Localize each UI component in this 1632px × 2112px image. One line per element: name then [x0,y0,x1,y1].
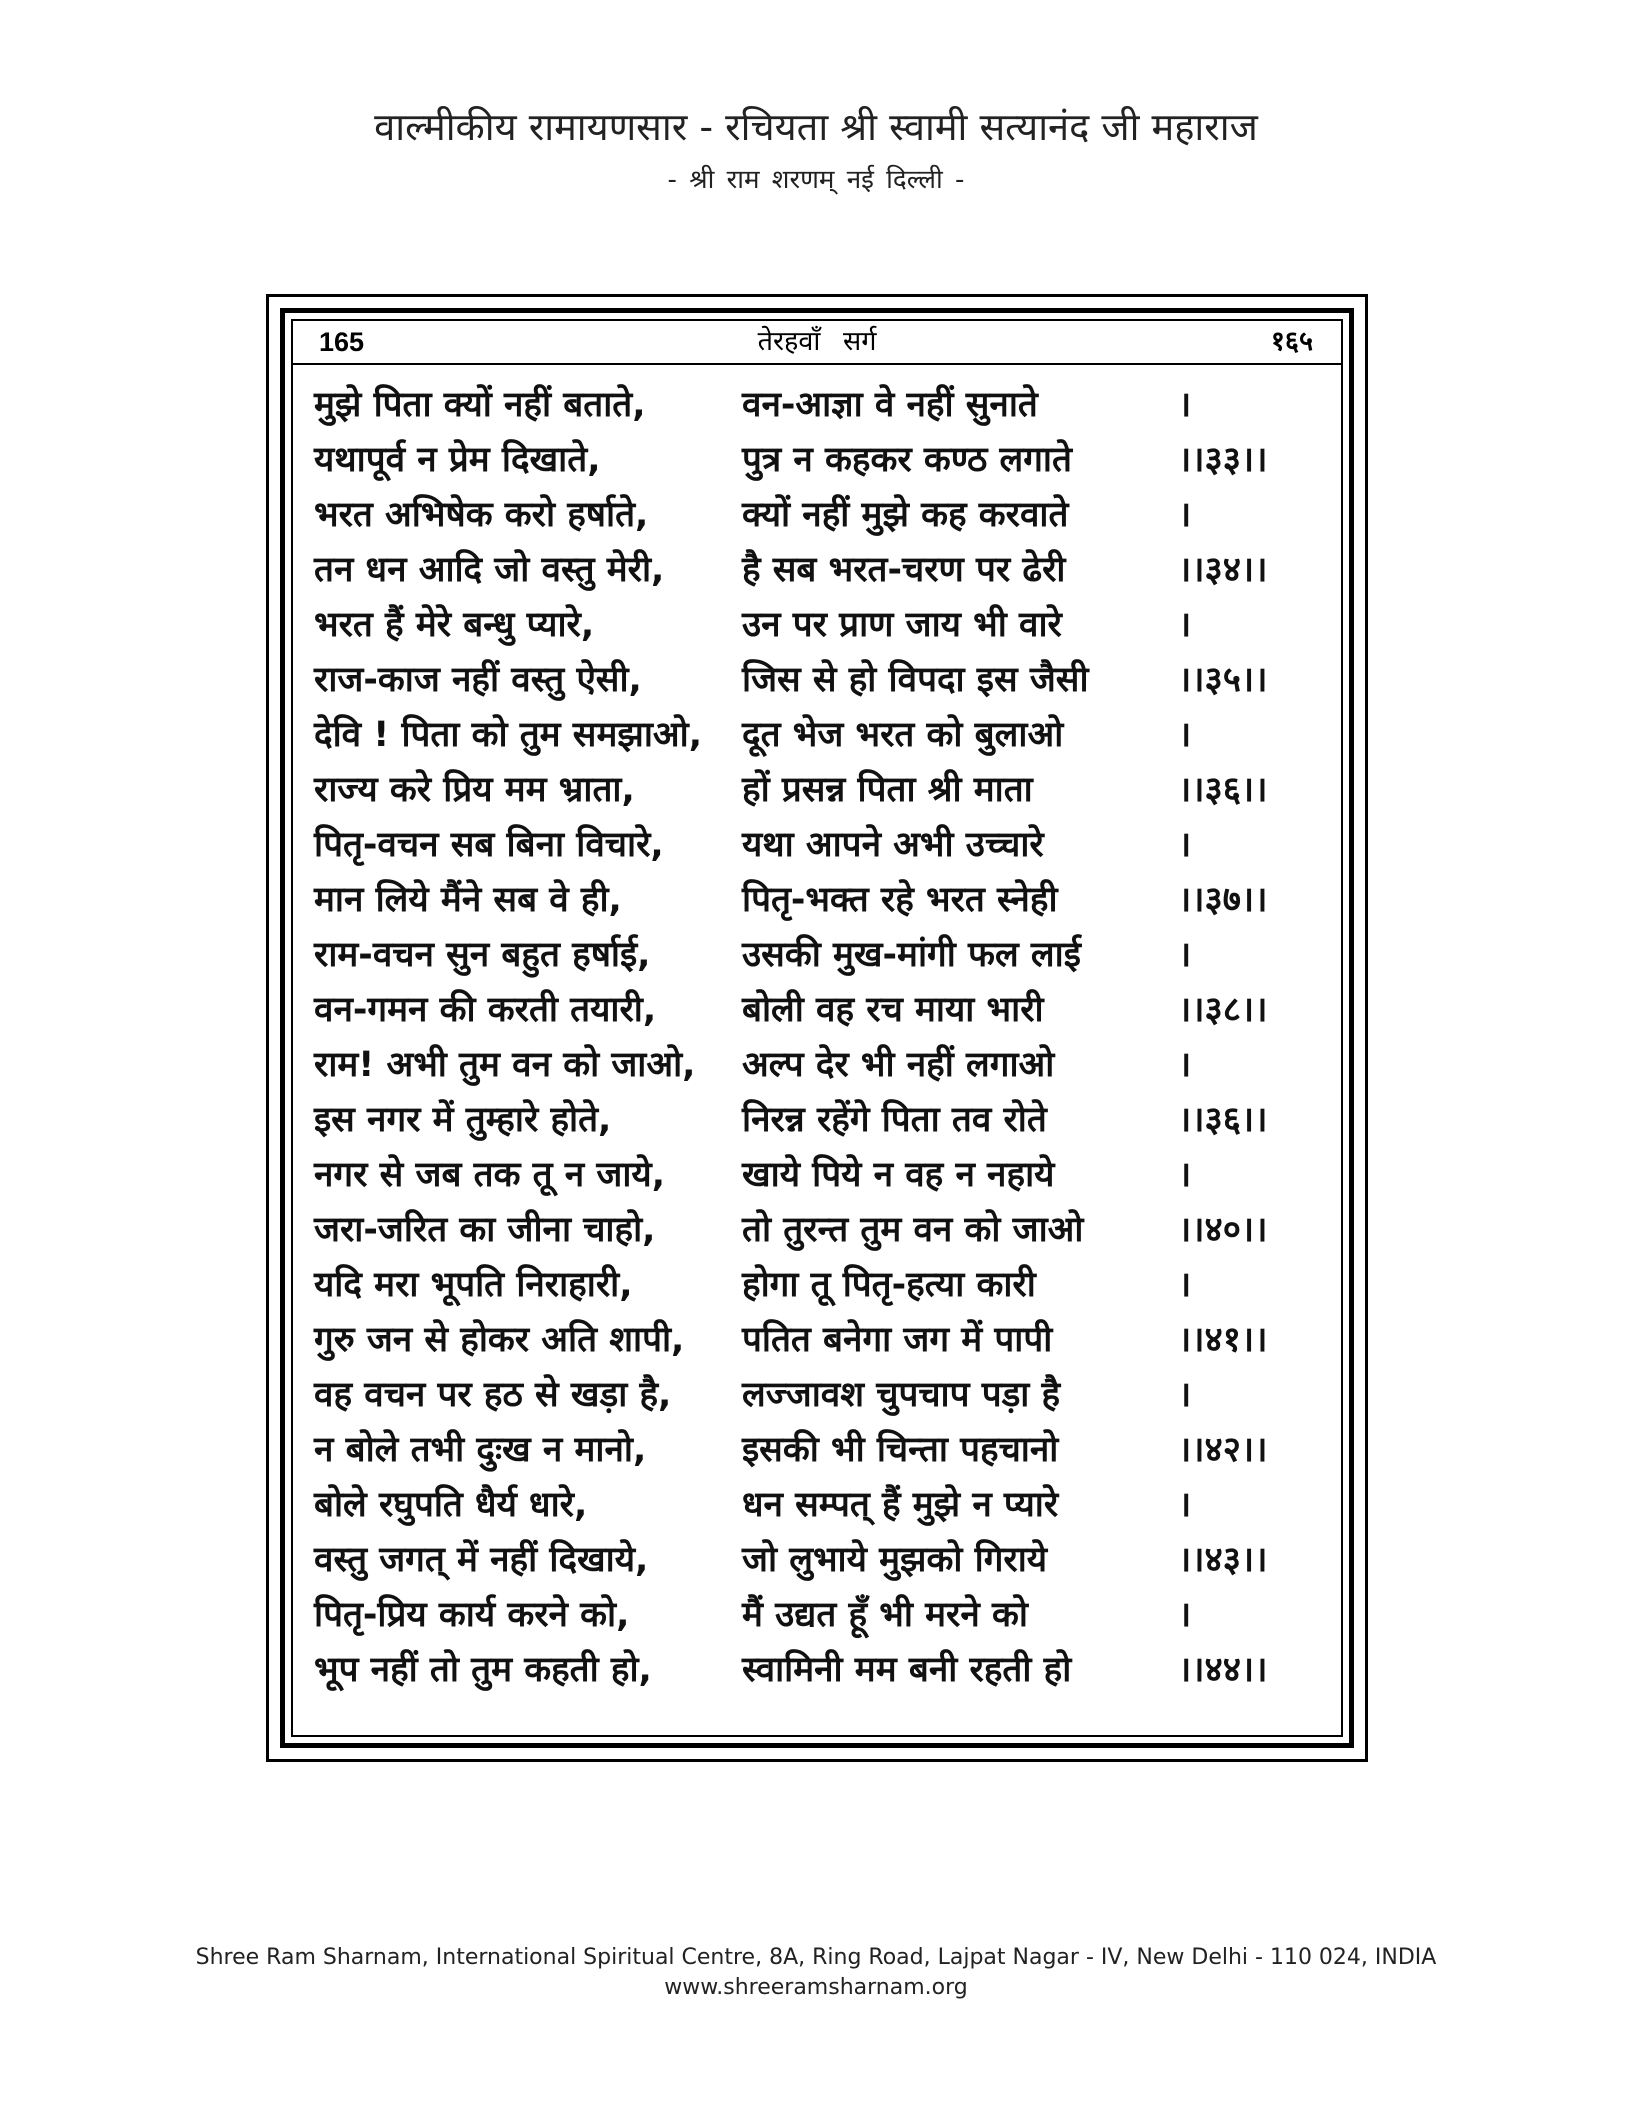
verse-second-half: निरन्न रहेंगे पिता तव रोते [742,1100,1047,1140]
verse-line [314,816,1334,871]
verse-line [314,376,1334,431]
verse-mark: ।।३३।। [1178,440,1268,480]
verse-mark: । [1178,1485,1192,1525]
verse-first-half: भरत हैं मेरे बन्धु प्यारे, [314,605,595,645]
verse-mark: ।।३५।। [1178,660,1268,700]
verse-mark: । [1178,935,1192,975]
verse-first-half: बोले रघुपति धैर्य धारे, [314,1485,588,1525]
verse-second-half: इसकी भी चिन्ता पहचानो [742,1430,1059,1470]
verse-line [314,486,1334,541]
verse-mark: ।।४४।। [1178,1650,1268,1690]
document-title: वाल्मीकीय रामायणसार - रचियता श्री स्वामी सत्यानंद जी महाराज [374,105,1258,149]
verse-line [314,1366,1334,1421]
verse-mark: । [1178,495,1192,535]
verse-first-half: देवि ! पिता को तुम समझाओ, [314,715,702,755]
verse-first-half: राम-वचन सुन बहुत हर्षाई, [314,935,651,975]
verse-mark: । [1178,1045,1192,1085]
verse-line [314,596,1334,651]
verse-second-half: पितृ-भक्त रहे भरत स्नेही [742,880,1058,920]
verse-mark: ।।३६।। [1178,770,1268,810]
verse-line [314,706,1334,761]
verse-mark: ।।३७।। [1178,880,1268,920]
verse-first-half: यदि मरा भूपति निराहारी, [314,1265,633,1305]
verse-line [314,926,1334,981]
verse-first-half: भूप नहीं तो तुम कहती हो, [314,1650,652,1690]
verse-mark: ।।३६।। [1178,1100,1268,1140]
verse-first-half: मान लिये मैंने सब वे ही, [314,880,622,920]
verse-mark: ।।३८।। [1178,990,1268,1030]
verse-first-half: पितृ-वचन सब बिना विचारे, [314,825,664,865]
verse-second-half: यथा आपने अभी उच्चारे [742,825,1044,865]
verse-second-half: क्यों नहीं मुझे कह करवाते [742,495,1069,535]
verse-first-half: इस नगर में तुम्हारे होते, [314,1100,612,1140]
verse-second-half: उन पर प्राण जाय भी वारे [742,605,1062,645]
document-subtitle: - श्री राम शरणम् नई दिल्ली - [667,165,965,195]
verse-first-half: मुझे पिता क्यों नहीं बताते, [314,385,646,425]
verse-second-half: खाये पिये न वह न नहाये [742,1155,1055,1195]
verse-first-half: नगर से जब तक तू न जाये, [314,1155,666,1195]
verse-line [314,1091,1334,1146]
verse-first-half: राज-काज नहीं वस्तु ऐसी, [314,660,642,700]
verse-mark: ।।४१।। [1178,1320,1268,1360]
verse-line [314,1201,1334,1256]
verse-second-half: धन सम्पत् हैं मुझे न प्यारे [742,1485,1059,1525]
verse-mark: । [1178,1265,1192,1305]
verse-first-half: तन धन आदि जो वस्तु मेरी, [314,550,665,590]
verse-second-half: पतित बनेगा जग में पापी [742,1320,1053,1360]
footer-website: www.shreeramsharnam.org [664,1975,968,2000]
verse-mark: ।।३४।। [1178,550,1268,590]
verse-line [314,431,1334,486]
verse-line [314,1421,1334,1476]
verse-list [314,376,1334,1696]
verse-mark: । [1178,715,1192,755]
verse-second-half: उसकी मुख-मांगी फल लाई [742,935,1081,975]
verse-mark: ।।४०।। [1178,1210,1268,1250]
verse-second-half: हों प्रसन्न पिता श्री माता [742,770,1033,810]
verse-second-half: होगा तू पितृ-हत्या कारी [742,1265,1036,1305]
page-number-right: १६५ [1270,326,1313,357]
verse-line [314,1531,1334,1586]
verse-second-half: स्वामिनी मम बनी रहती हो [742,1650,1072,1690]
verse-second-half: दूत भेज भरत को बुलाओ [742,715,1064,755]
verse-line [314,871,1334,926]
verse-second-half: तो तुरन्त तुम वन को जाओ [742,1210,1084,1250]
verse-second-half: बोली वह रच माया भारी [742,990,1044,1030]
verse-second-half: वन-आज्ञा वे नहीं सुनाते [742,385,1038,425]
verse-line [314,1586,1334,1641]
verse-mark: ।।४३।। [1178,1540,1268,1580]
page-number-left: 165 [319,327,365,357]
verse-line [314,1476,1334,1531]
verse-line [314,1641,1334,1696]
verse-first-half: वस्तु जगत् में नहीं दिखाये, [314,1540,649,1580]
verse-mark: । [1178,1595,1192,1635]
verse-line [314,1146,1334,1201]
verse-first-half: यथापूर्व न प्रेम दिखाते, [314,440,601,480]
verse-mark: । [1178,605,1192,645]
verse-mark: ।।४२।। [1178,1430,1268,1470]
page-header-bar [293,321,1341,365]
verse-first-half: गुरु जन से होकर अति शापी, [314,1320,685,1360]
verse-mark: । [1178,1375,1192,1415]
verse-second-half: लज्जावश चुपचाप पड़ा है [742,1375,1061,1415]
verse-line [314,981,1334,1036]
verse-first-half: राम! अभी तुम वन को जाओ, [314,1045,696,1085]
verse-second-half: मैं उद्यत हूँ भी मरने को [742,1595,1028,1635]
verse-line [314,541,1334,596]
verse-second-half: जो लुभाये मुझको गिराये [742,1540,1048,1580]
chapter-title: तेरहवाँ सर्ग [757,326,877,357]
verse-second-half: पुत्र न कहकर कण्ठ लगाते [742,440,1072,480]
footer-address: Shree Ram Sharnam, International Spiritual Centre, 8A, Ring Road, Lajpat Nagar - IV, New Delhi - 110 024, INDIA [195,1945,1437,1970]
verse-first-half: जरा-जरित का जीना चाहो, [314,1210,656,1250]
verse-first-half: न बोले तभी दुःख न मानो, [314,1430,647,1470]
verse-line [314,651,1334,706]
verse-first-half: राज्य करे प्रिय मम भ्राता, [314,770,635,810]
verse-first-half: पितृ-प्रिय कार्य करने को, [314,1595,630,1635]
verse-mark: । [1178,385,1192,425]
verse-first-half: वन-गमन की करती तयारी, [314,990,657,1030]
verse-line [314,1256,1334,1311]
verse-line [314,761,1334,816]
verse-second-half: अल्प देर भी नहीं लगाओ [742,1045,1055,1085]
verse-second-half: है सब भरत-चरण पर ढेरी [742,550,1066,590]
verse-line [314,1311,1334,1366]
verse-first-half: वह वचन पर हठ से खड़ा है, [314,1375,672,1415]
verse-mark: । [1178,1155,1192,1195]
verse-line [314,1036,1334,1091]
verse-mark: । [1178,825,1192,865]
verse-second-half: जिस से हो विपदा इस जैसी [742,660,1089,700]
verse-first-half: भरत अभिषेक करो हर्षाते, [314,495,649,535]
